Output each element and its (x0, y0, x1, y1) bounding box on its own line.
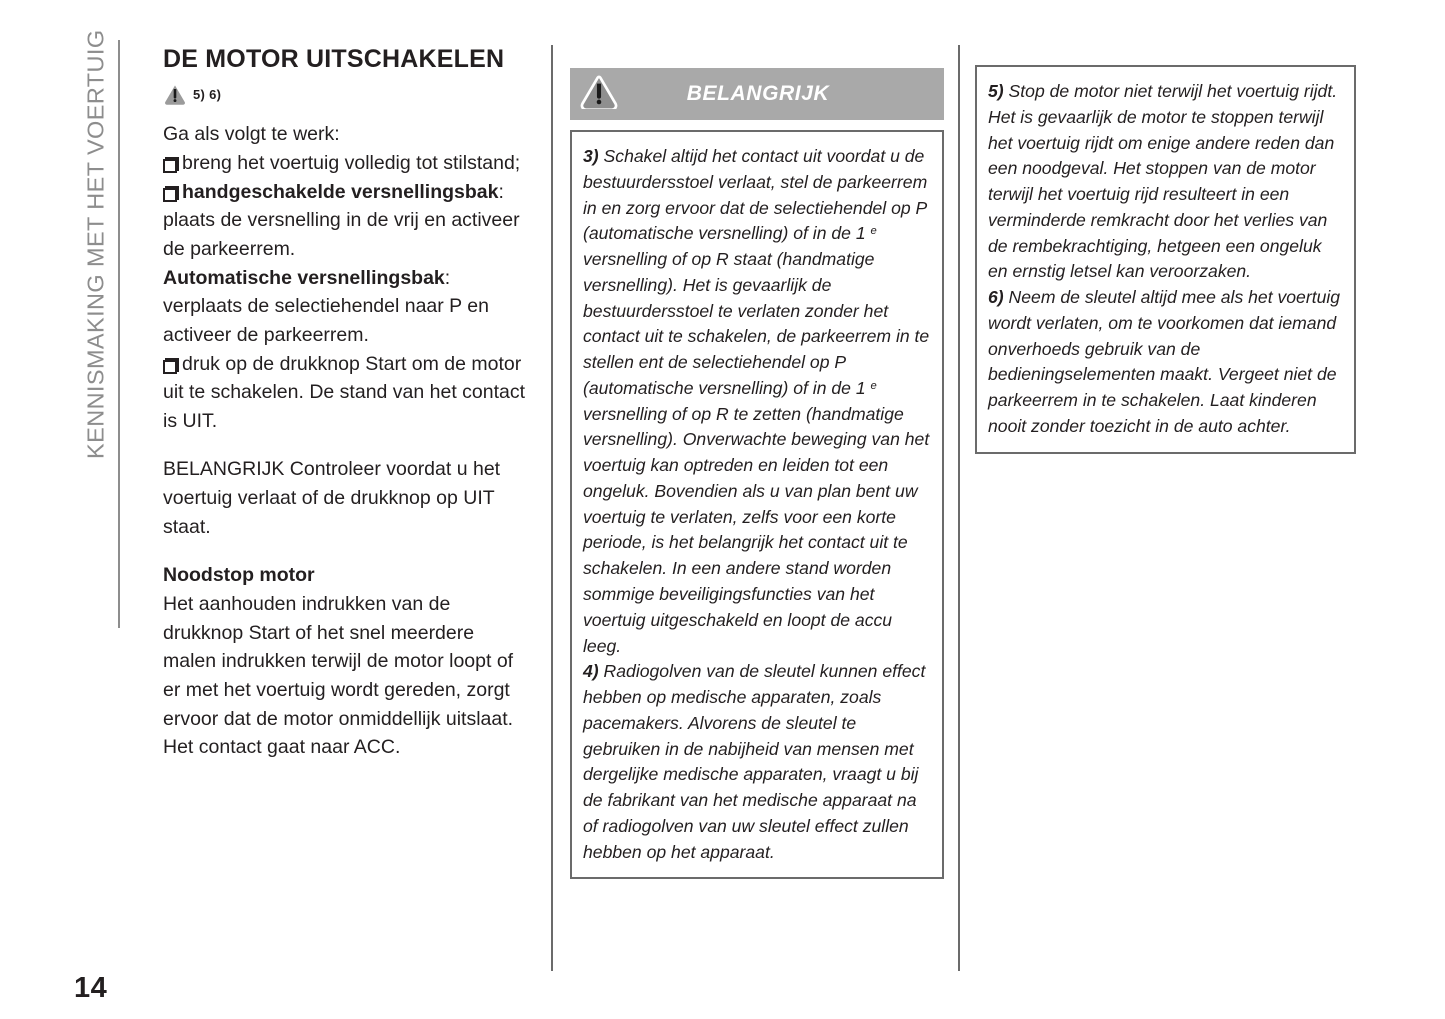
important-note-paragraph: BELANGRIJK Controleer voordat u het voertuig verlaat of de drukknop op UIT staat. (163, 458, 501, 538)
note-3-number: 3) (583, 146, 599, 166)
column-separator-left (551, 45, 553, 971)
note-3-ordinal-2: e (870, 379, 877, 392)
square-bullet-icon (163, 186, 176, 199)
note-5-number: 5) (988, 81, 1004, 101)
note-3-ordinal-1: e (870, 225, 877, 238)
chapter-tab (72, 29, 120, 628)
warning-reference-numbers: 5) 6) (193, 86, 222, 102)
bullet-item-1 (163, 149, 531, 178)
bullet-item-3 (163, 350, 531, 436)
bullet-item-2-text: : plaats de versnelling in de vrij en activeer de parkeerrem. (163, 180, 520, 260)
square-bullet-icon (163, 358, 176, 371)
bullet-item-2-bold: handgeschakelde versnellingsbak (182, 180, 499, 203)
page-number: 14 (74, 972, 108, 1004)
note-5 (988, 79, 1343, 285)
automatic-gearbox-text: : verplaats de selectiehendel naar P en activeer de parkeerrem. (163, 266, 489, 346)
note-4-number: 4) (583, 661, 599, 682)
warning-triangle-icon (580, 74, 618, 114)
note-3-text-c: versnelling of op R te zetten (handmatige versnelling). Onverwachte beweging van het voertuig kan optreden en leiden tot een ongeluk. Bovendien als u van plan bent uw voertuig te verlaten, zelfs voor een korte periode, is het belangrijk het contact uit te schakelen. In een andere stand worden sommige beveiligingsfuncties van het voertuig uitgeschakeld en loopt de accu leeg. (583, 403, 930, 656)
automatic-gearbox-paragraph (163, 264, 531, 350)
square-bullet-icon (163, 157, 176, 170)
note-3-text-a: Schakel altijd het contact uit voordat u de bestuurdersstoel verlaat, stel de parkeerrem in en zorg ervoor dat de selectiehendel op P (automatische versnelling) of in de 1 (583, 146, 928, 244)
chapter-tab-label: KENNISMAKING MET HET VOERTUIG (82, 29, 109, 459)
page-title: DE MOTOR UITSCHAKELEN (163, 45, 505, 73)
note-6-number: 6) (988, 287, 1004, 308)
column-two (570, 68, 944, 879)
belangrijk-header (570, 68, 944, 120)
chapter-tab-rule (118, 40, 120, 628)
warning-triangle-icon (163, 83, 187, 105)
note-3-text-b: versnelling of op R staat (handmatige versnelling). Het is gevaarlijk de bestuurdersstoel te verlaten zonder het contact uit te schakelen, de parkeerrem in te stellen ent de selectiehendel op P (automatische versnelling) of in de 1 (583, 249, 930, 398)
section-subheading: Noodstop motor (163, 564, 315, 587)
bullet-item-1-text: breng het voertuig volledig tot stilstand; (182, 151, 521, 174)
bullet-item-3-text: druk op de drukknop Start om de motor uit te schakelen. De stand van het contact is UIT. (163, 352, 526, 432)
intro-paragraph: Ga als volgt te werk: (163, 123, 340, 146)
section-subheading-body: Het aanhouden indrukken van de drukknop Start of het snel meerdere malen indrukken terwijl de motor loopt of er met het voertuig wordt gereden, zorgt ervoor dat de motor onmiddellijk uitslaat. Het contact gaat naar ACC. (163, 593, 514, 759)
belangrijk-note-box (570, 130, 944, 879)
column-three (975, 55, 1356, 454)
warnings-note-box (975, 65, 1356, 454)
automatic-gearbox-bold: Automatische versnellingsbak (163, 266, 445, 289)
note-6-text: Neem de sleutel altijd mee als het voertuig wordt verlaten, om te voorkomen dat iemand onverhoeds gebruik van de bedieningselementen maakt. Vergeet niet de parkeerrem in te schakelen. Laat kinderen nooit zonder toezicht in de auto achter. (988, 287, 1341, 436)
note-4-text: Radiogolven van de sleutel kunnen effect hebben op medische apparaten, zoals pacemakers. Alvorens de sleutel te gebruiken in de nabijheid van mensen met dergelijke medische apparaten, vraagt u bij de fabrikant van het medische apparaat na of radiogolven van uw sleutel effect zullen hebben op het apparaat. (583, 661, 926, 862)
note-4 (583, 659, 931, 865)
note-5-text: Stop de motor niet terwijl het voertuig rijdt. Het is gevaarlijk de motor te stoppen terwijl het voertuig rijdt om enige andere reden dan een noodgeval. Het stoppen van de motor terwijl het voertuig rijd resulteert in een verminderde remkracht door het verlies van de rembekrachtiging, hetgeen een ongeluk en ernstig letsel kan veroorzaken. (988, 81, 1338, 282)
warning-reference-line (163, 82, 531, 106)
note-3 (583, 144, 931, 659)
note-6 (988, 285, 1343, 440)
belangrijk-title: BELANGRIJK (686, 82, 830, 105)
column-separator-right (958, 45, 960, 971)
column-one (163, 45, 531, 762)
bullet-item-2 (163, 178, 531, 264)
